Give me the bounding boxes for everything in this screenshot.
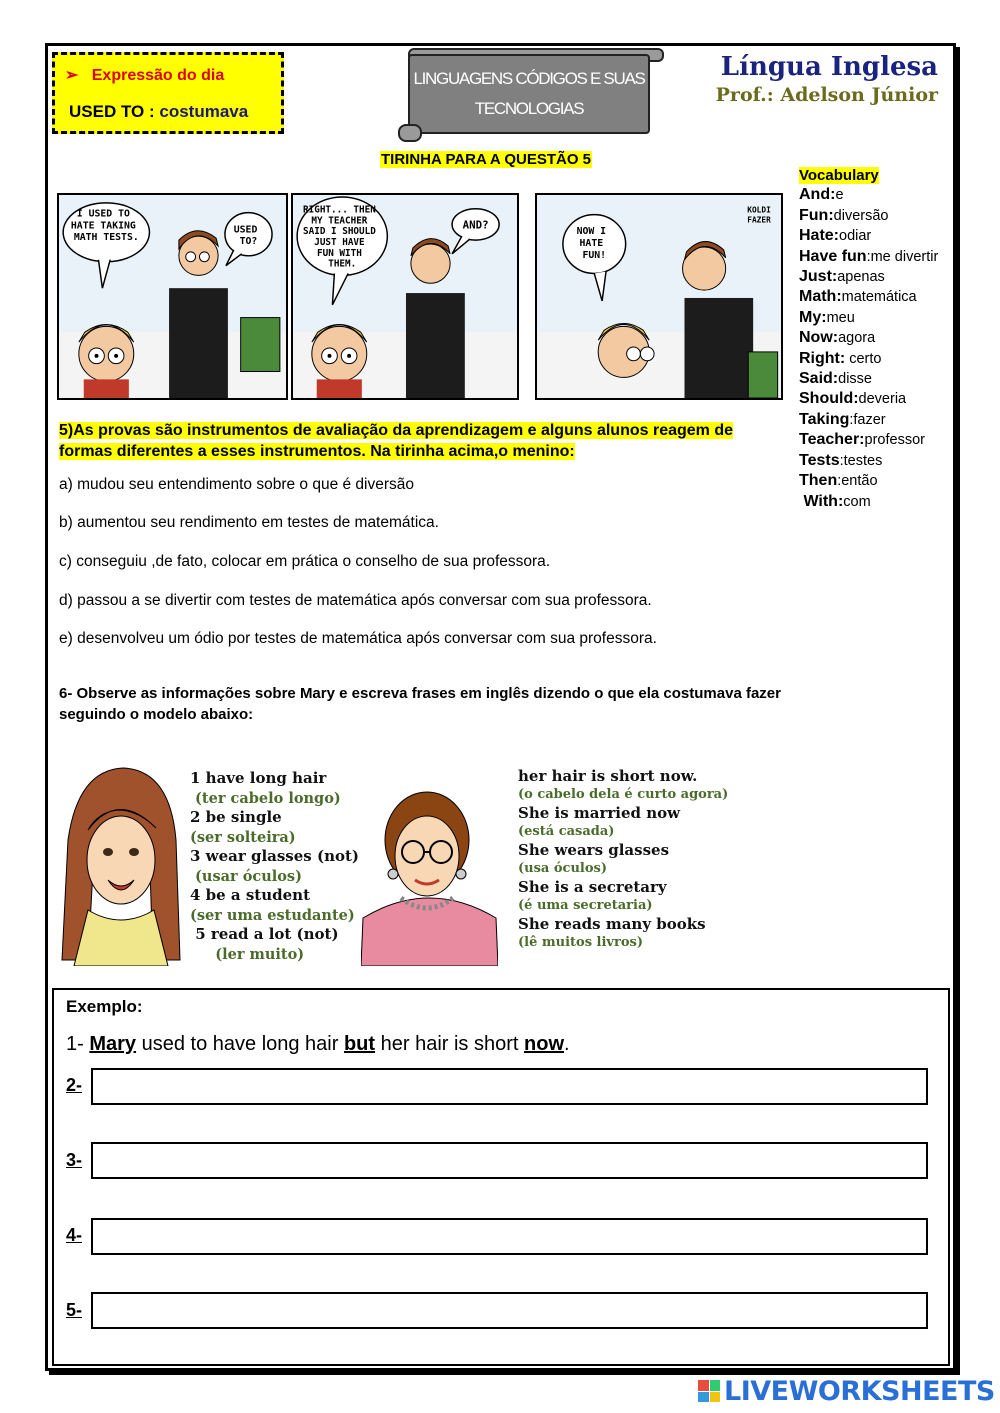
option-e[interactable]: e) desenvolveu um ódio por testes de matemática após conversar com sua professora.: [59, 630, 657, 647]
area-banner: [398, 48, 660, 140]
answer-5-input[interactable]: [91, 1292, 928, 1329]
vocab-word: Said:: [799, 370, 839, 388]
p1-boy-line3: MATH TESTS.: [73, 232, 139, 244]
vocab-meaning: certo: [845, 350, 882, 367]
now-item-pt: (lê muitos livros): [518, 934, 643, 950]
example-word-mary: Mary: [89, 1033, 137, 1055]
example-word-now: now: [524, 1033, 565, 1055]
comic-title: TIRINHA PARA A QUESTÃO 5: [381, 151, 592, 168]
expression-meaning: costumava: [159, 102, 249, 121]
example-prefix: 1-: [66, 1033, 90, 1055]
vocab-item: [799, 226, 938, 246]
vocab-item: [799, 430, 938, 450]
vocab-word: Fun:: [799, 206, 834, 224]
p2-boy-line2: MY TEACHER: [311, 215, 368, 227]
now-item-en: She reads many books: [518, 915, 706, 933]
vocab-item: [799, 267, 938, 287]
option-a[interactable]: a) mudou seu entendimento sobre o que é diversão: [59, 476, 415, 493]
vocab-item: [799, 328, 938, 348]
vocab-word: Tests: [799, 451, 840, 469]
vocab-meaning: disse: [838, 371, 872, 388]
now-item-pt: (usa óculos): [518, 860, 607, 876]
vocab-meaning: :então: [837, 473, 878, 490]
vocab-item: [799, 471, 938, 491]
comic-panel-1-art: [59, 195, 286, 398]
teacher-name: Prof.: Adelson Júnior: [715, 84, 938, 106]
p2-boy-line1: RIGHT... THEN: [303, 204, 376, 216]
area-line-1: LINGUAGENS CÓDIGOS E SUAS: [413, 69, 645, 88]
vocab-meaning: apenas: [837, 269, 885, 286]
banner-curl-bottom: [398, 124, 422, 142]
vocab-word: Then: [799, 472, 838, 490]
p2-boy-line3: SAID I SHOULD: [303, 226, 376, 238]
mary-past-list: [190, 769, 359, 964]
example-text-3: .: [564, 1033, 570, 1055]
past-item-pt: (ter cabelo longo): [190, 789, 341, 807]
liveworksheets-logo[interactable]: [698, 1375, 995, 1407]
vocab-meaning: :me divertir: [866, 248, 939, 265]
question-5-text: 5)As provas são instrumentos de avaliação da aprendizagem e alguns alunos reagem de formas diferentes a esses instrumentos. Na tirinha acima,o menino:: [59, 422, 734, 460]
past-item-pt: (usar óculos): [190, 867, 302, 885]
question-5-stem: [59, 420, 779, 462]
svg-text:I USED TO HATE TAKING: [71, 209, 142, 244]
p2-boy-line6: THEM.: [328, 258, 357, 270]
vocab-meaning: diversão: [833, 207, 889, 224]
now-item-pt: (é uma secretaria): [518, 897, 653, 913]
vocab-word: With:: [799, 492, 844, 510]
vocab-word: And:: [799, 186, 836, 204]
mary-young-portrait: [58, 760, 183, 966]
vocabulary-list: [799, 166, 938, 512]
p1-boy-line2: HATE TAKING: [70, 220, 136, 232]
vocab-word: Math:: [799, 288, 842, 306]
vocabulary-title: Vocabulary: [799, 167, 879, 184]
mary-now-list: [518, 767, 728, 952]
expression-title-text: Expressão do dia: [91, 67, 225, 84]
past-item-en: 1 have long hair: [190, 769, 327, 787]
mary-young-art: [58, 760, 183, 966]
mary-now-portrait: [361, 768, 498, 966]
vocab-item: [799, 369, 938, 389]
vocab-meaning: com: [843, 493, 871, 510]
area-line-2: TECNOLOGIAS: [474, 99, 584, 118]
vocab-meaning: professor: [864, 432, 925, 449]
past-item-en: 5 read a lot (not): [190, 925, 339, 943]
vocab-item: [799, 492, 938, 512]
vocab-word: My:: [799, 308, 827, 326]
p3-boy-line3: FUN!: [582, 249, 607, 261]
vocab-word: Just:: [799, 268, 838, 286]
now-item-en: She wears glasses: [518, 841, 670, 859]
p3-boy-line1: NOW I: [576, 226, 607, 238]
p2-boy-line4: JUST HAVE: [314, 237, 365, 249]
vocab-meaning: agora: [838, 330, 876, 347]
vocab-item: [799, 410, 938, 430]
example-label: Exemplo:: [66, 997, 143, 1016]
p2-teacher-text: AND?: [462, 218, 489, 232]
vocab-item: [799, 287, 938, 307]
now-item-en: her hair is short now.: [518, 767, 698, 785]
p3-boy-line2: HATE: [579, 237, 604, 249]
comic-signature: KOLDI FAZER: [747, 205, 771, 225]
answer-2-label: 2-: [66, 1075, 83, 1095]
vocab-item: [799, 206, 938, 226]
expression-term: USED TO :: [69, 102, 155, 121]
example-text-1: used to have long hair: [136, 1033, 344, 1055]
answer-5-label: 5-: [66, 1300, 83, 1320]
liveworksheets-icon: [698, 1380, 720, 1402]
past-item-pt: (ler muito): [190, 945, 305, 963]
now-item-pt: (está casada): [518, 823, 615, 839]
vocab-item: [799, 185, 938, 205]
vocab-meaning: :testes: [839, 452, 883, 469]
comic-panel-3: [535, 193, 783, 400]
vocab-meaning: odiar: [839, 228, 872, 245]
p1-boy-line1: I USED TO: [76, 208, 130, 220]
p2-boy-line5: FUN WITH: [317, 247, 362, 259]
now-item-pt: (o cabelo dela é curto agora): [518, 786, 729, 802]
option-d[interactable]: d) passou a se divertir com testes de matemática após conversar com sua professora.: [59, 592, 652, 609]
expression-of-day-box: [52, 52, 284, 134]
liveworksheets-text: LIVEWORKSHEETS: [724, 1375, 995, 1407]
comic-panel-2-art: [293, 195, 517, 398]
subject-title: Língua Inglesa: [720, 52, 938, 82]
expression-title: ➢ Expressão do dia: [65, 67, 225, 84]
area-banner-text: [408, 54, 650, 134]
p1-teacher-line1: USED: [233, 224, 258, 236]
answer-4-label: 4-: [66, 1225, 83, 1245]
vocab-meaning: e: [835, 187, 844, 204]
past-item-pt: (ser solteira): [190, 828, 296, 846]
example-sentence: [66, 1033, 570, 1056]
vocab-meaning: deveria: [858, 391, 907, 408]
option-b[interactable]: b) aumentou seu rendimento em testes de matemática.: [59, 514, 439, 531]
past-item-en: 3 wear glasses (not): [190, 847, 359, 865]
vocab-meaning: matemática: [841, 289, 917, 306]
mary-now-art: [361, 768, 498, 966]
comic-panel-2: [291, 193, 519, 400]
option-c[interactable]: c) conseguiu ,de fato, colocar em prática o conselho de sua professora.: [59, 553, 551, 570]
vocab-word: Hate:: [799, 227, 840, 245]
example-text-2: her hair is short: [375, 1033, 525, 1055]
past-item-en: 2 be single: [190, 808, 282, 826]
answer-2-input[interactable]: [91, 1068, 928, 1105]
past-item-pt: (ser uma estudante): [190, 906, 355, 924]
answer-3-label: 3-: [66, 1150, 83, 1170]
vocab-meaning: :fazer: [849, 411, 886, 428]
vocab-word: Right:: [799, 349, 846, 367]
vocab-word: Have fun: [799, 247, 867, 265]
vocab-item: [799, 451, 938, 471]
vocab-item: [799, 247, 938, 267]
answer-3-input[interactable]: [91, 1142, 928, 1179]
vocab-word: Teacher:: [799, 431, 865, 449]
vocab-word: Now:: [799, 329, 839, 347]
vocab-word: Should:: [799, 390, 859, 408]
comic-panel-1: [57, 193, 288, 400]
vocab-item: [799, 308, 938, 328]
now-item-en: She is a secretary: [518, 878, 667, 896]
comic-panel-3-art: [537, 195, 781, 398]
now-item-en: She is married now: [518, 804, 681, 822]
past-item-en: 4 be a student: [190, 886, 310, 904]
answer-4-input[interactable]: [91, 1218, 928, 1255]
question-6-stem: 6- Observe as informações sobre Mary e escreva frases em inglês dizendo o que ela costumava fazer seguindo o modelo abaixo:: [59, 685, 781, 723]
vocab-item: [799, 349, 938, 369]
p1-teacher-line2: TO?: [239, 236, 258, 248]
vocab-word: Taking: [799, 410, 850, 428]
vocab-item: [799, 389, 938, 409]
example-word-but: but: [343, 1033, 376, 1055]
vocab-meaning: meu: [826, 309, 855, 326]
expression-content: [69, 102, 248, 122]
